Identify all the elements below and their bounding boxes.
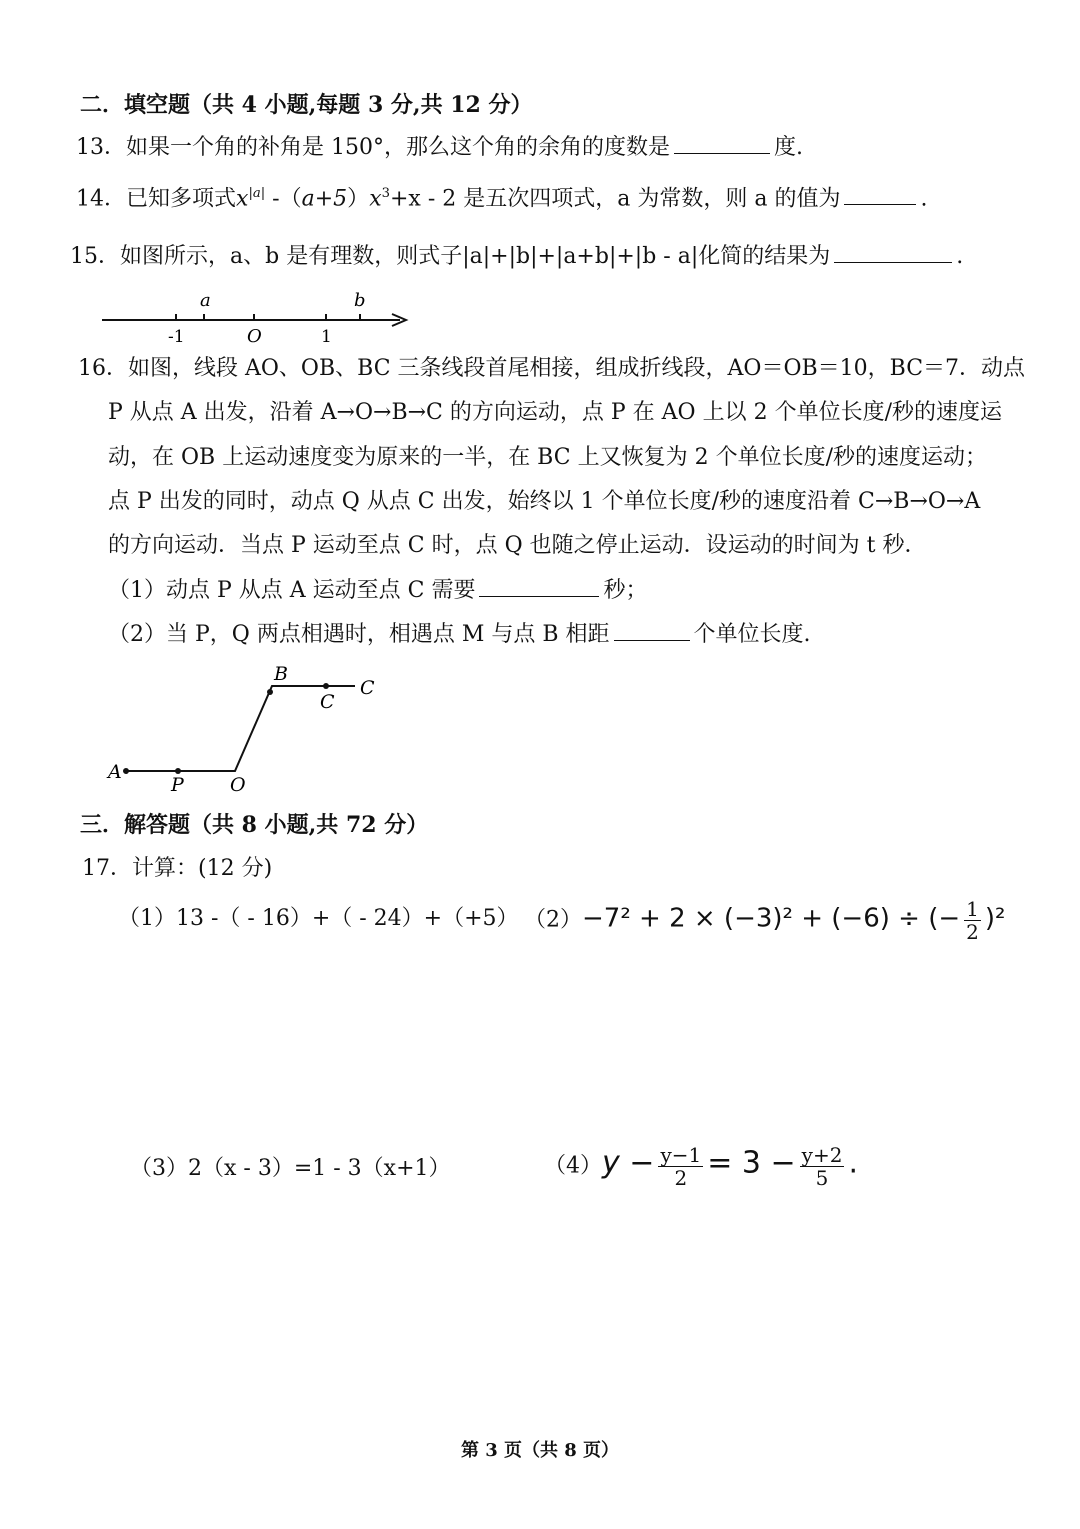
q14-suffix: .: [920, 186, 928, 212]
q14-var-x: x: [236, 186, 249, 212]
q17-p2-fraction: [964, 898, 981, 943]
q14-tail: +x - 2 是五次四项式，a 为常数，则 a 的值为: [390, 186, 841, 212]
tick-label-1: 1: [321, 327, 332, 347]
q14-exp-abs-a: |a|: [248, 186, 266, 201]
q17-p4-mid: = 3 −: [707, 1145, 796, 1181]
q16-line1-text: 如图，线段 AO、OB、BC 三条线段首尾相接，组成折线段，AO＝OB＝10，BC＝7．动点: [128, 356, 1026, 381]
number-line-figure: [96, 284, 426, 350]
q17-p2-label: （2）: [524, 907, 582, 933]
q16-line-4: 点 P 出发的同时，动点 Q 从点 C 出发，始终以 1 个单位长度/秒的速度沿着 C→B→O→A: [108, 489, 981, 514]
page-footer: 第 3 页（共 8 页）: [460, 1440, 620, 1461]
q17-p4-fraction-2: [800, 1144, 845, 1189]
q17-p2-frac-den: 2: [966, 920, 979, 944]
q14-a-plus-5: a+5: [301, 186, 348, 212]
q17-part-1: （1）13 -（ - 16）+（ - 24）+（+5）: [118, 906, 519, 931]
q17-p2-expression: −7² + 2 × (−3)² + (−6) ÷ (−: [582, 903, 961, 934]
label-a: a: [200, 290, 211, 311]
q16-sub2-suffix: 个单位长度.: [693, 622, 811, 647]
q17-part-3: （3）2（x - 3）=1 - 3（x+1）: [130, 1156, 451, 1181]
q16-line-1: [78, 356, 1025, 382]
q14-number: 14．: [76, 186, 126, 212]
q15-text: 如图所示，a、b 是有理数，则式子|a|+|b|+|a+b|+|b - a|化简的结果为: [120, 244, 831, 269]
q17-part-2: [524, 898, 1005, 943]
q13-suffix: 度.: [774, 135, 803, 160]
label-O: O: [230, 774, 246, 796]
section-3-title: 三．解答题（共 8 小题,共 72 分）: [80, 812, 429, 838]
q13-number: 13．: [76, 135, 126, 160]
q13-text: 如果一个角的补角是 150°，那么这个角的余角的度数是: [126, 135, 670, 160]
question-13: [76, 135, 803, 161]
q17-part-4: [544, 1144, 858, 1189]
q16-sub1-text: （1）动点 P 从点 A 运动至点 C 需要: [108, 578, 476, 603]
q15-suffix: .: [956, 244, 964, 269]
point-C-dot: [323, 683, 329, 689]
q13-answer-blank[interactable]: [674, 135, 770, 154]
q15-number: 15．: [70, 244, 120, 269]
q16-sub1-suffix: 秒；: [603, 578, 648, 603]
q16-line-2: P 从点 A 出发，沿着 A→O→B→C 的方向运动，点 P 在 AO 上以 2 个单位长度/秒的速度运: [108, 400, 1002, 425]
q14-answer-blank[interactable]: [844, 186, 916, 205]
question-15: [70, 244, 963, 270]
q14-text-a: 已知多项式: [126, 186, 237, 212]
polyline-figure: [100, 656, 400, 796]
question-14: [76, 186, 927, 213]
point-B-dot: [267, 689, 273, 695]
q14-text-b: -（: [265, 186, 302, 212]
q16-sub-1: [108, 578, 648, 604]
point-A-dot: [123, 768, 129, 774]
section-2-title: 二．填空题（共 4 小题,每题 3 分,共 12 分）: [80, 92, 533, 118]
q16-sub1-answer-blank[interactable]: [479, 578, 599, 597]
tick-label-0: O: [247, 326, 262, 347]
q17-title: 17．计算：(12 分): [82, 856, 273, 881]
q15-answer-blank[interactable]: [834, 244, 952, 263]
label-P: P: [171, 774, 184, 796]
label-C-end: C: [360, 677, 375, 699]
q17-p4-f2-den: 5: [815, 1166, 829, 1190]
q17-p4-end: .: [848, 1145, 858, 1181]
q16-line-5: 的方向运动．当点 P 运动至点 C 时，点 Q 也随之停止运动．设运动的时间为 t 秒．: [108, 533, 927, 558]
q17-p4-f2-num: y+2: [801, 1143, 843, 1167]
q14-text-c: ）: [347, 186, 370, 212]
q16-line-3: 动，在 OB 上运动速度变为原来的一半，在 BC 上又恢复为 2 个单位长度/秒的速度运动；: [108, 445, 987, 470]
q16-sub-2: [108, 622, 811, 648]
tick-label-neg1: -1: [168, 327, 185, 347]
label-A: A: [108, 761, 122, 783]
q16-number: 16．: [78, 356, 128, 381]
q17-p4-fraction-1: [658, 1144, 703, 1189]
q16-sub2-answer-blank[interactable]: [614, 622, 690, 641]
q17-p2-frac-num: 1: [966, 897, 979, 921]
label-C-point: C: [320, 691, 335, 713]
q17-p4-label: （4）: [544, 1153, 602, 1179]
label-B: B: [274, 663, 288, 685]
label-b: b: [354, 290, 366, 311]
q16-sub2-text: （2）当 P，Q 两点相遇时，相遇点 M 与点 B 相距: [108, 622, 610, 647]
q14-x3: x: [369, 186, 382, 212]
q17-p4-y: y −: [602, 1145, 655, 1181]
q14-sup3: 3: [381, 186, 390, 201]
q17-p2-close: )²: [984, 903, 1006, 934]
q17-p4-f1-den: 2: [674, 1166, 688, 1190]
q17-p4-f1-num: y−1: [660, 1143, 702, 1167]
